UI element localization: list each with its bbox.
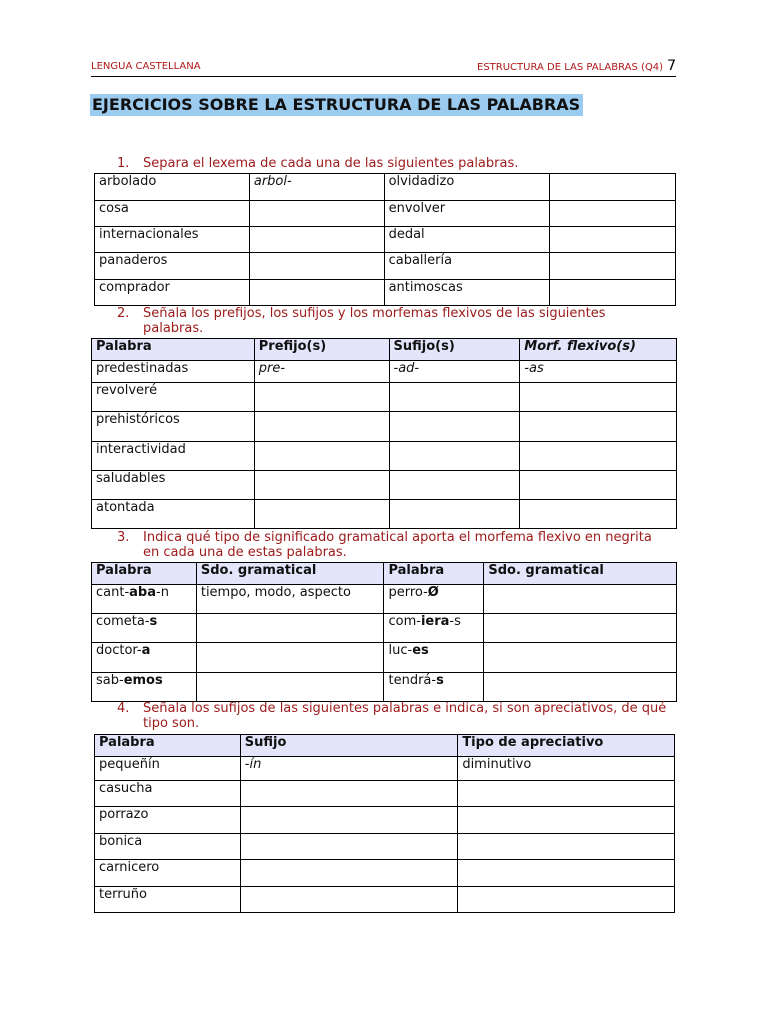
table-row (95, 834, 675, 860)
answer-cell[interactable] (550, 201, 676, 227)
bold-morpheme: s (149, 614, 158, 629)
table-row (95, 174, 676, 201)
bold-morpheme: a (141, 643, 151, 658)
page-number: 7 (667, 58, 676, 74)
table-row (95, 280, 676, 306)
topic-text: ESTRUCTURA DE LAS PALABRAS (Q4) (477, 62, 664, 73)
bold-morpheme: iera (420, 614, 450, 629)
bold-morpheme: s (436, 673, 444, 688)
column-header: Palabra (95, 735, 241, 757)
table-cell: olvidadizo (384, 174, 550, 201)
page-title: EJERCICIOS SOBRE LA ESTRUCTURA DE LAS PALABRAS (90, 94, 583, 116)
table-cell: interactividad (92, 442, 255, 471)
question-text: Separa el lexema de cada una de las siguientes palabras. (143, 156, 519, 171)
word-cell (92, 673, 197, 702)
answer-cell[interactable] (254, 412, 389, 442)
table-cell: revolveré (92, 383, 255, 412)
answer-cell[interactable] (196, 673, 384, 702)
answer-cell[interactable] (520, 412, 677, 442)
table-cell: atontada (92, 500, 255, 529)
answer-cell[interactable] (458, 887, 675, 913)
answer-cell[interactable] (484, 643, 677, 673)
word-cell (92, 643, 197, 673)
table-cell: internacionales (95, 227, 250, 253)
table-row (92, 614, 677, 643)
table-header-row (92, 563, 677, 585)
answer-cell[interactable] (196, 614, 384, 643)
grammatical-meaning-table (91, 562, 677, 702)
lexeme-table (94, 173, 676, 306)
answer-cell[interactable] (249, 227, 384, 253)
column-header: Palabra (92, 563, 197, 585)
table-cell: bonica (95, 834, 241, 860)
answer-cell[interactable]: arbol- (249, 174, 384, 201)
answer-cell[interactable] (458, 834, 675, 860)
answer-cell[interactable] (550, 280, 676, 306)
table-cell: porrazo (95, 807, 241, 834)
question-number: 3. (117, 530, 130, 545)
bold-morpheme: Ø (427, 585, 439, 600)
word-prefix: cant- (96, 585, 130, 600)
column-header: Prefijo(s) (254, 339, 389, 361)
subject-label: LENGUA CASTELLANA (91, 61, 201, 72)
answer-cell[interactable] (484, 614, 677, 643)
answer-cell[interactable] (550, 253, 676, 280)
table-row (95, 201, 676, 227)
answer-cell[interactable]: -as (520, 361, 677, 383)
answer-cell[interactable] (240, 781, 458, 807)
table-row (92, 383, 677, 412)
table-header-row (95, 735, 675, 757)
word-prefix: doctor- (96, 643, 142, 658)
table-cell: comprador (95, 280, 250, 306)
column-header: Tipo de apreciativo (458, 735, 675, 757)
table-cell: arbolado (95, 174, 250, 201)
suffix-table (94, 734, 675, 913)
table-row (95, 807, 675, 834)
column-header: Sdo. gramatical (484, 563, 677, 585)
question-number: 2. (117, 306, 130, 321)
table-cell: saludables (92, 471, 255, 500)
question-3 (117, 530, 657, 560)
answer-cell[interactable] (240, 860, 458, 887)
table-cell: casucha (95, 781, 241, 807)
word-cell (384, 673, 484, 702)
table-cell: dedal (384, 227, 550, 253)
answer-cell[interactable] (520, 471, 677, 500)
word-prefix: luc- (388, 643, 413, 658)
answer-cell[interactable]: -ad- (389, 361, 520, 383)
question-4 (117, 701, 667, 731)
answer-cell[interactable] (389, 412, 520, 442)
answer-cell[interactable] (484, 585, 677, 614)
answer-cell[interactable] (254, 442, 389, 471)
answer-cell[interactable] (254, 471, 389, 500)
answer-cell[interactable] (254, 500, 389, 529)
table-row (95, 781, 675, 807)
answer-cell[interactable] (389, 442, 520, 471)
morpheme-table (91, 338, 677, 529)
page-header (91, 58, 676, 77)
answer-cell[interactable] (550, 174, 676, 201)
word-suffix: -s (449, 614, 461, 629)
table-row (92, 585, 677, 614)
table-row (95, 887, 675, 913)
answer-cell[interactable] (249, 280, 384, 306)
word-cell (384, 585, 484, 614)
answer-cell[interactable] (458, 781, 675, 807)
answer-cell[interactable] (240, 807, 458, 834)
word-cell (384, 643, 484, 673)
table-row (92, 471, 677, 500)
answer-cell[interactable] (520, 442, 677, 471)
word-cell (384, 614, 484, 643)
table-cell: predestinadas (92, 361, 255, 383)
question-text: Indica qué tipo de significado gramatical aporta el morfema flexivo en negrita en cada una de estas palabras. (143, 530, 652, 560)
table-row (92, 361, 677, 383)
question-text: Señala los prefijos, los sufijos y los morfemas flexivos de las siguientes palabras. (143, 306, 606, 336)
bold-morpheme: es (412, 643, 429, 658)
bold-morpheme: aba (129, 585, 157, 600)
topic-label (477, 58, 676, 74)
table-cell: prehistóricos (92, 412, 255, 442)
table-row (92, 643, 677, 673)
table-row (92, 442, 677, 471)
answer-cell[interactable]: diminutivo (458, 757, 675, 781)
word-cell (92, 585, 197, 614)
table-row (95, 253, 676, 280)
answer-cell[interactable] (520, 500, 677, 529)
answer-cell[interactable] (249, 201, 384, 227)
answer-cell[interactable] (550, 227, 676, 253)
question-2 (117, 306, 657, 336)
table-cell: carnicero (95, 860, 241, 887)
word-prefix: cometa- (96, 614, 150, 629)
answer-cell[interactable] (254, 383, 389, 412)
word-prefix: sab- (96, 673, 124, 688)
question-text: Señala los sufijos de las siguientes palabras e indica, si son apreciativos, de qué tipo son. (143, 701, 667, 731)
answer-cell[interactable] (458, 807, 675, 834)
table-cell: envolver (384, 201, 550, 227)
table-cell: caballería (384, 253, 550, 280)
word-cell (92, 614, 197, 643)
word-prefix: perro- (388, 585, 428, 600)
bold-morpheme: emos (123, 673, 163, 688)
column-header: Palabra (92, 339, 255, 361)
question-number: 4. (117, 701, 130, 716)
answer-cell[interactable] (240, 887, 458, 913)
column-header: Morf. flexivo(s) (520, 339, 677, 361)
table-cell: panaderos (95, 253, 250, 280)
word-prefix: tendrá- (388, 673, 437, 688)
table-row (92, 500, 677, 529)
question-1 (117, 156, 677, 171)
table-header-row (92, 339, 677, 361)
table-row (95, 860, 675, 887)
table-cell: antimoscas (384, 280, 550, 306)
answer-cell[interactable] (458, 860, 675, 887)
answer-cell[interactable] (389, 383, 520, 412)
table-row (95, 227, 676, 253)
table-row (92, 673, 677, 702)
answer-cell[interactable] (240, 834, 458, 860)
answer-cell[interactable] (249, 253, 384, 280)
table-cell: cosa (95, 201, 250, 227)
column-header: Sdo. gramatical (196, 563, 384, 585)
answer-cell[interactable] (196, 643, 384, 673)
answer-cell[interactable] (389, 471, 520, 500)
question-number: 1. (117, 156, 130, 171)
answer-cell[interactable]: -ín (240, 757, 458, 781)
column-header: Sufijo (240, 735, 458, 757)
table-cell: pequeñín (95, 757, 241, 781)
answer-cell[interactable]: pre- (254, 361, 389, 383)
table-row (92, 412, 677, 442)
word-prefix: com- (388, 614, 421, 629)
answer-cell[interactable] (484, 673, 677, 702)
table-row (95, 757, 675, 781)
answer-cell[interactable] (389, 500, 520, 529)
answer-cell[interactable]: tiempo, modo, aspecto (196, 585, 384, 614)
table-cell: terruño (95, 887, 241, 913)
column-header: Sufijo(s) (389, 339, 520, 361)
answer-cell[interactable] (520, 383, 677, 412)
column-header: Palabra (384, 563, 484, 585)
word-suffix: -n (156, 585, 169, 600)
